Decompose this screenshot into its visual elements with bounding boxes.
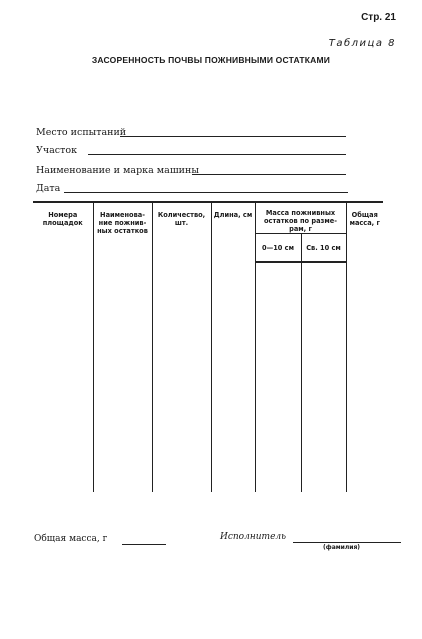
field-test-site (36, 124, 346, 138)
field-date (36, 180, 348, 194)
field-line[interactable] (192, 174, 346, 175)
table-cell[interactable] (255, 262, 301, 492)
table-cell[interactable] (152, 262, 211, 492)
field-machine-name (36, 162, 346, 176)
column-header: Общая масса, г (346, 202, 383, 262)
field-plot (36, 142, 346, 156)
field-label: Наименование и марка машины (36, 165, 199, 176)
total-mass-line[interactable] (122, 544, 166, 545)
table-cell[interactable] (93, 262, 152, 492)
table-cell[interactable] (301, 262, 346, 492)
table-cell[interactable] (346, 262, 383, 492)
page-number: Стр. 21 (361, 12, 396, 23)
field-line[interactable] (120, 136, 346, 137)
column-header: Количество, шт. (152, 202, 211, 262)
subcolumn-header: Св. 10 см (301, 234, 346, 263)
data-table (33, 201, 383, 492)
surname-hint: (фамилия) (323, 544, 361, 551)
field-label: Участок (36, 145, 78, 156)
field-label: Дата (36, 183, 61, 194)
total-mass-label: Общая масса, г (34, 534, 108, 544)
subcolumn-header: 0—10 см (255, 234, 301, 263)
executor-line[interactable] (293, 542, 401, 543)
field-line[interactable] (64, 192, 348, 193)
field-line[interactable] (88, 154, 346, 155)
page-title: ЗАСОРЕННОСТЬ ПОЧВЫ ПОЖНИВНЫМИ ОСТАТКАМИ (91, 55, 331, 65)
column-header: Наименова-ние пожнив-ных остатков (93, 202, 152, 262)
table-row (33, 262, 383, 492)
table-label: Таблица 8 (328, 38, 396, 49)
field-label: Место испытаний (36, 127, 127, 138)
column-header: Номера площадок (33, 202, 93, 262)
column-header: Длина, см (211, 202, 255, 262)
table-cell[interactable] (33, 262, 93, 492)
column-header-group: Масса пожнивных остатков по разме-рам, г (255, 202, 346, 234)
executor-label: Исполнитель (220, 532, 287, 542)
table-cell[interactable] (211, 262, 255, 492)
